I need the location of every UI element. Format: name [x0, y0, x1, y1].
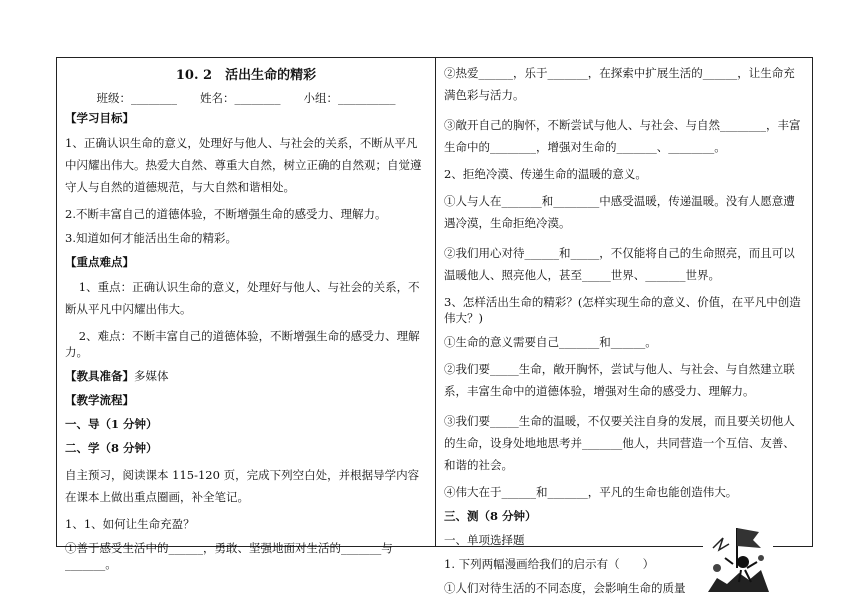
- tools-line: [65, 368, 427, 384]
- tools-heading: 【教具准备】: [65, 369, 134, 383]
- question-1: 1、1、如何让生命充盈？: [65, 517, 195, 531]
- right-item-3: 2、拒绝冷漠、传递生命的温暖的意义。: [444, 167, 647, 181]
- flow-heading: 【教学流程】: [65, 393, 134, 407]
- option-1: ①人们对待生活的不同态度，会影响生命的质量: [444, 581, 686, 595]
- test-heading: 三、测（8 分钟）: [444, 509, 537, 523]
- right-item-4: ①人与人在_______和________中感受温暖，传递温暖。没有人愿意遭遇冷漠，生命拒绝冷漠。: [444, 194, 795, 230]
- right-item-5: ②我们用心对待______和_____，不仅能将自己的生命照亮，而且可以温暖他人、照亮他人，甚至_____世界、_______世界。: [444, 246, 795, 282]
- objectives-heading: 【学习目标】: [65, 111, 134, 125]
- keypoint-1: 1、重点：正确认识生命的意义，处理好与他人、与社会的关系，不断从平凡中闪耀出伟大。: [65, 280, 420, 316]
- cartoon-illustration: [703, 518, 773, 596]
- right-item-8: ②我们要_____生命，敞开胸怀，尝试与他人、与社会、与自然建立联系，丰富生命中的道德体验，增强对生命的感受力、理解力。: [444, 362, 795, 398]
- tools-value: 多媒体: [134, 369, 169, 383]
- step-2: 二、学（8 分钟）: [65, 441, 158, 455]
- question-cartoon: 1. 下列两幅漫画给我们的启示有（ ）: [444, 557, 655, 571]
- left-column: [57, 58, 435, 580]
- step-1: 一、导（1 分钟）: [65, 417, 158, 431]
- objective-3: 3.知道如何才能活出生命的精彩。: [65, 231, 237, 245]
- right-item-10: ④伟大在于______和_______，平凡的生命也能创造伟大。: [444, 485, 738, 499]
- lesson-title: 10. 2 活出生命的精彩: [175, 68, 317, 83]
- objective-1: 1、正确认识生命的意义，处理好与他人、与社会的关系，不断从平凡中闪耀出伟大。热爱大自然、尊重大自然，树立正确的自然观；自觉遵守人与自然的道德规范，与大自然和谐相处。: [65, 136, 422, 194]
- question-1-a: ①善于感受生活中的______，勇敢、坚强地面对生活的_______与_______。: [65, 541, 393, 571]
- worksheet-table: [56, 57, 813, 595]
- keypoint-2: 2、难点：不断丰富自己的道德体验，不断增强生命的感受力、理解力。: [65, 329, 420, 359]
- right-item-1: ②热爱______，乐于_______，在探索中扩展生活的______，让生命充满色彩与活力。: [444, 66, 795, 102]
- right-item-7: ①生命的意义需要自己_______和______。: [444, 335, 657, 349]
- right-item-2: ③敞开自己的胸怀，不断尝试与他人、与社会、与自然________，丰富生命中的________，增强对生命的_______、________。: [444, 118, 801, 154]
- student-fields: 班级：________ 姓名：________ 小组：__________: [96, 91, 396, 105]
- right-item-6: 3、怎样活出生命的精彩？(怎样实现生命的意义、价值，在平凡中创造伟大？): [444, 295, 801, 325]
- self-study: 自主预习，阅读课本 115-120 页，完成下列空白处，并根据导学内容在课本上做出重点圈画，补全笔记。: [65, 468, 420, 504]
- cartoon-image: [703, 518, 773, 596]
- right-item-9: ③我们要_____生命的温暖，不仅要关注自身的发展，而且要关切他人的生命，设身处地地思考并_______他人，共同营造一个互信、友善、和谐的社会。: [444, 414, 795, 472]
- objective-2: 2.不断丰富自己的道德体验，不断增强生命的感受力、理解力。: [65, 207, 387, 221]
- choice-heading: 一、单项选择题: [444, 533, 525, 547]
- keypoints-heading: 【重点难点】: [65, 255, 134, 269]
